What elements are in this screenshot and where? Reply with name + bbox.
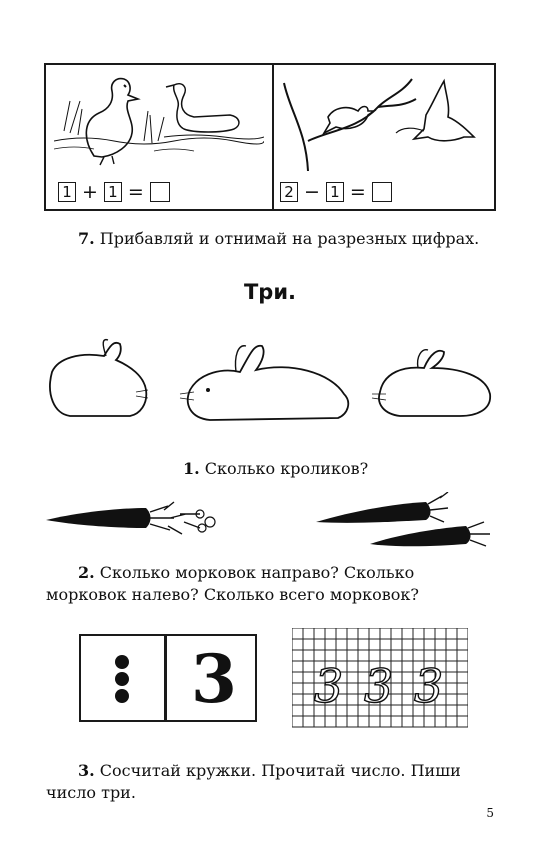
number-card-three [79, 634, 257, 722]
rabbits-icon [40, 332, 500, 432]
panel-divider [272, 65, 274, 209]
digit-three: 3 [191, 640, 237, 718]
answer-box [372, 182, 392, 202]
exercise-7 [78, 228, 479, 250]
plus-operator: + [82, 181, 98, 203]
task-text: Сколько морковок направо? Сколько морковок налево? Сколько всего морковок? [46, 563, 419, 604]
card-divider [164, 636, 167, 720]
birds-on-branch-icon [278, 71, 490, 175]
exercise-number: 7. [78, 229, 95, 248]
number-card: 1 [58, 182, 76, 202]
page-number: 5 [486, 806, 494, 820]
section-title: Три. [243, 280, 297, 304]
carrots-icon [40, 492, 500, 554]
task-text: Сколько кроликов? [199, 459, 369, 478]
arithmetic-panels [44, 63, 496, 211]
task-text: Сосчитай кружки. Прочитай число. Пиши число три. [46, 761, 461, 802]
minus-operator: − [304, 181, 320, 203]
equation-right [280, 182, 392, 202]
equals-sign: = [349, 181, 366, 203]
dot [115, 672, 129, 686]
written-digit: 3 [414, 659, 444, 713]
writing-grid [292, 628, 468, 730]
exercise-text: Прибавляй и отнимай на разрезных цифрах. [94, 229, 480, 248]
number-card: 1 [326, 182, 344, 202]
task-3 [46, 760, 496, 804]
equals-sign: = [127, 181, 144, 203]
task-number: 3. [78, 761, 95, 780]
goose-and-swan-icon [54, 71, 264, 171]
written-digit: 3 [314, 659, 344, 713]
task-1 [183, 458, 368, 480]
task-number: 2. [78, 563, 95, 582]
task-2 [46, 562, 496, 606]
equation-left [58, 182, 170, 202]
task-number: 1. [183, 459, 200, 478]
written-digit: 3 [364, 659, 394, 713]
number-card: 1 [104, 182, 122, 202]
answer-box [150, 182, 170, 202]
number-card: 2 [280, 182, 298, 202]
dot [115, 655, 129, 669]
dot [115, 689, 129, 703]
